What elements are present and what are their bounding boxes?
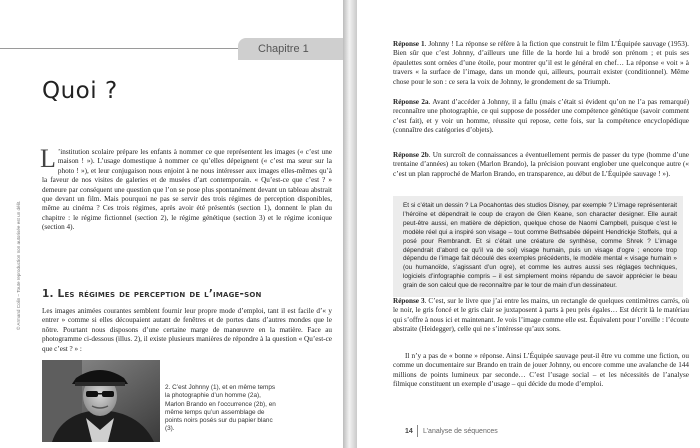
answer-2b-paragraph — [393, 151, 689, 179]
right-page — [357, 0, 700, 448]
sidebar-box: Et si c’était un dessin ? La Pocahontas des studios Disney, par exemple ? L’image représenterait l’héroïne et dépendrait le coup de crayon de Glen Keane, son character designer. Elle aurait peut-être aussi, en matière de dépiction, quelque chose de Naomi Campbell, puisque c’est le modèle réel qui a inspiré son visage – tout comme Bethsabée dépeint Hendrickje Stoffels, qui a posé pour Rembrandt. Et si c’était une créature de synthèse, comme Shrek ? L’image dépendrait d’abord ce qu’il va de soi) visage humain, puis un visage d’ogre ; encore trop dépendu de l’image fait découlé des exemples précédents, le modèle mental « visage humain » (ou humanoïde, s’agissant d’un ogre), et comme les autres aussi ses réglages techniques, logiciels d’infographie compris – il est simplement moins répandu de savoir apprécier le beau grain de son calcul que de reconnaître par le tour de main d’un dessinateur. — [393, 196, 683, 297]
answer-2b-label: Réponse 2b — [393, 151, 429, 159]
drop-cap: L — [40, 144, 56, 173]
answer-1-label: Réponse 1 — [393, 40, 425, 48]
film-still-photo — [42, 360, 160, 442]
page-title: Quoi ? — [42, 78, 118, 104]
answer-2a-paragraph — [393, 98, 689, 136]
intro-paragraph — [40, 144, 332, 233]
intro-text: ’institution scolaire prépare les enfants à nommer ce que représentent les images (« c’est une maison ! »). L’usage domestique à nommer ce qu’elles dépeignent (« c’est ma sœur sur la photo ! »), et leur conjugaison nous enjoint à ne nous intéresser aux images elles-mêmes qu’à la faveur de nos visites de galeries et de musées d’art contemporain. « Qu’est-ce que c’est ? » demeure par conséquent une question que l’on se pose plus spontanément devant un tableau abstrait que devant un film. Mais pourquoi ne pas se servir des trois régimes de perception disponibles, même au cinéma ? Ces trois régimes, après avoir été présentés (section 1), donnent le plan du chapitre : le régime fictionnel (section 2), le régime génétique (section 3) et le régime iconique (section 4). — [42, 148, 332, 232]
answer-2a-text: . Avant d’accéder à Johnny, il a fallu (mais c’était si évident qu’on ne l’a pas remarqué) reconnaître une photographie, ce qui suppose de posséder une compétence génétique (savoir comment c’est fait), et y voir un homme, réussite qui repose, cette fois, sur la compétence encyclopédique (connaître des catégories d’objets). — [393, 98, 689, 135]
answer-3-paragraph — [393, 297, 689, 335]
answer-1-paragraph — [393, 40, 689, 87]
footer-separator — [417, 425, 418, 437]
copyright-note: © Armand Colin – Toute reproduction non autorisée est un délit. — [16, 200, 21, 330]
left-page — [0, 0, 343, 448]
answer-2b-text: . Un surcroît de connaissances a éventuellement permis de passer du type (homme d’une trentaine d’années) au token (Marlon Brando), la précision pouvant englober une quelconque autre (« c’est un plan rapproché de Marlon Brando, en transparence, au début de L’Équipée sauvage ! »). — [393, 151, 689, 178]
photo-caption: 2. C’est Johnny (1), et en même temps la photographie d’un homme (2a), Marlon Brando en l’occurrence (2b), en même temps qu’un assemblage de points noirs posés sur du papier blanc (3). — [165, 384, 276, 433]
answer-1-text: . Johnny ! La réponse se réfère à la fiction que construit le film L’Équipée sauvage (1953). Bien sûr que c’est Johnny, d’ailleurs une fille de la horde lui a brodé son prénom ; et puis ses épaulettes sont ornées d’une étoile, pour montrer qu’il est le général en chef… La réponse « voit » à travers « la surface de l’image, dans un monde qui, ailleurs, pourrait exister (conditionnel). Même chose pour le son : ce sera la voix de Johnny, le grondement de sa Triumph. — [393, 40, 689, 86]
conclusion-paragraph: Il n’y a pas de « bonne » réponse. Ainsi L’Équipée sauvage peut-il être vu comme une fiction, ou comme un documentaire sur Brando en train de jouer Johnny, ou encore comme une avalanche de 144 millions de points lumineux par seconde… C’est l’usage social – et les nécessités de l’analyse filmique constituent un exemple d’usage – qui décide du mode d’emploi. — [393, 352, 689, 389]
answer-3-label: Réponse 3 — [393, 297, 425, 305]
page-number: 14 — [405, 428, 413, 435]
chapter-rule — [0, 48, 238, 49]
section-heading: 1. Les régimes de perception de l’image-son — [42, 288, 262, 300]
brando-photo-image — [42, 360, 160, 442]
page-gutter — [343, 0, 357, 448]
answer-2a-label: Réponse 2a — [393, 98, 429, 106]
running-title: L’analyse de séquences — [423, 428, 498, 435]
section-paragraph: Les images animées courantes semblent fournir leur propre mode d’emploi, tant il est facile d’« y entrer » comme si elles découpaient autant de fenêtres et de portes dans d’autres mondes que le nôtre. Pourtant nous disposons d’une certaine marge de manœuvre en la matière. Face au photogramme ci-dessous (illus. 2), il existe plusieurs manières de répondre à la question « Qu’est-ce que c’est ? » : — [42, 307, 332, 353]
chapter-tab — [238, 38, 343, 60]
chapter-label: Chapitre 1 — [258, 43, 309, 55]
answer-3-text: . C’est, sur le livre que j’ai entre les mains, un rectangle de quelques centimètres carrés, où le noir, le gris foncé et le gris clair se juxtaposent à parts à peu près égales… Est décrit là le matériau qui s’offre à nous ici et maintenant. Je vois l’image comme elle est. Équivalent pour l’oreille : l’écoute abstraite (Heidegger), celle qui ne s’intéresse qu’aux sons. — [393, 297, 689, 334]
